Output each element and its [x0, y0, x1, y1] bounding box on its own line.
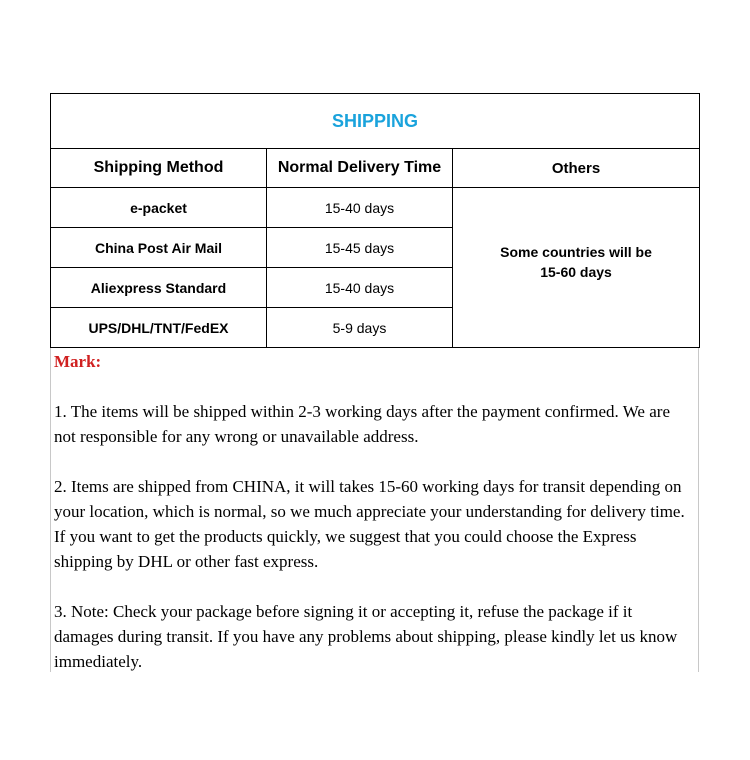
- note-paragraph: 3. Note: Check your package before signing it or accepting it, refuse the package if it damages during transit. If you have any problems about shipping, please kindly let us know immediately.: [54, 602, 678, 671]
- others-note-cell: [453, 188, 700, 348]
- days-cell: 5-9 days: [267, 308, 453, 348]
- table-row: [51, 188, 700, 228]
- days-cell: 15-40 days: [267, 188, 453, 228]
- note-paragraph: 1. The items will be shipped within 2-3 working days after the payment confirmed. We are not responsible for any wrong or unavailable address.: [54, 402, 670, 446]
- table-title: SHIPPING: [332, 110, 419, 131]
- mark-label: Mark:: [54, 352, 102, 371]
- days-cell: 15-40 days: [267, 268, 453, 308]
- notes-section: [50, 348, 699, 672]
- others-note-line: 15-60 days: [540, 263, 612, 280]
- method-cell: UPS/DHL/TNT/FedEX: [51, 308, 267, 348]
- note-paragraph: 2. Items are shipped from CHINA, it will takes 15-60 working days for transit depending on your location, which is normal, so we much appreciate your understanding for delivery time. If you want to get the products quickly, we suggest that you could choose the Express shipping by DHL or other fast express.: [54, 477, 685, 571]
- method-cell: China Post Air Mail: [51, 228, 267, 268]
- others-note-line: Some countries will be: [500, 243, 652, 260]
- shipping-info-sheet: [50, 93, 699, 672]
- header-others: Others: [453, 149, 700, 188]
- header-shipping-method: Shipping Method: [51, 149, 267, 188]
- method-cell: Aliexpress Standard: [51, 268, 267, 308]
- days-cell: 15-45 days: [267, 228, 453, 268]
- header-delivery-time: Normal Delivery Time: [267, 149, 453, 188]
- shipping-table: [50, 93, 700, 348]
- table-title-cell: [51, 94, 700, 149]
- method-cell: e-packet: [51, 188, 267, 228]
